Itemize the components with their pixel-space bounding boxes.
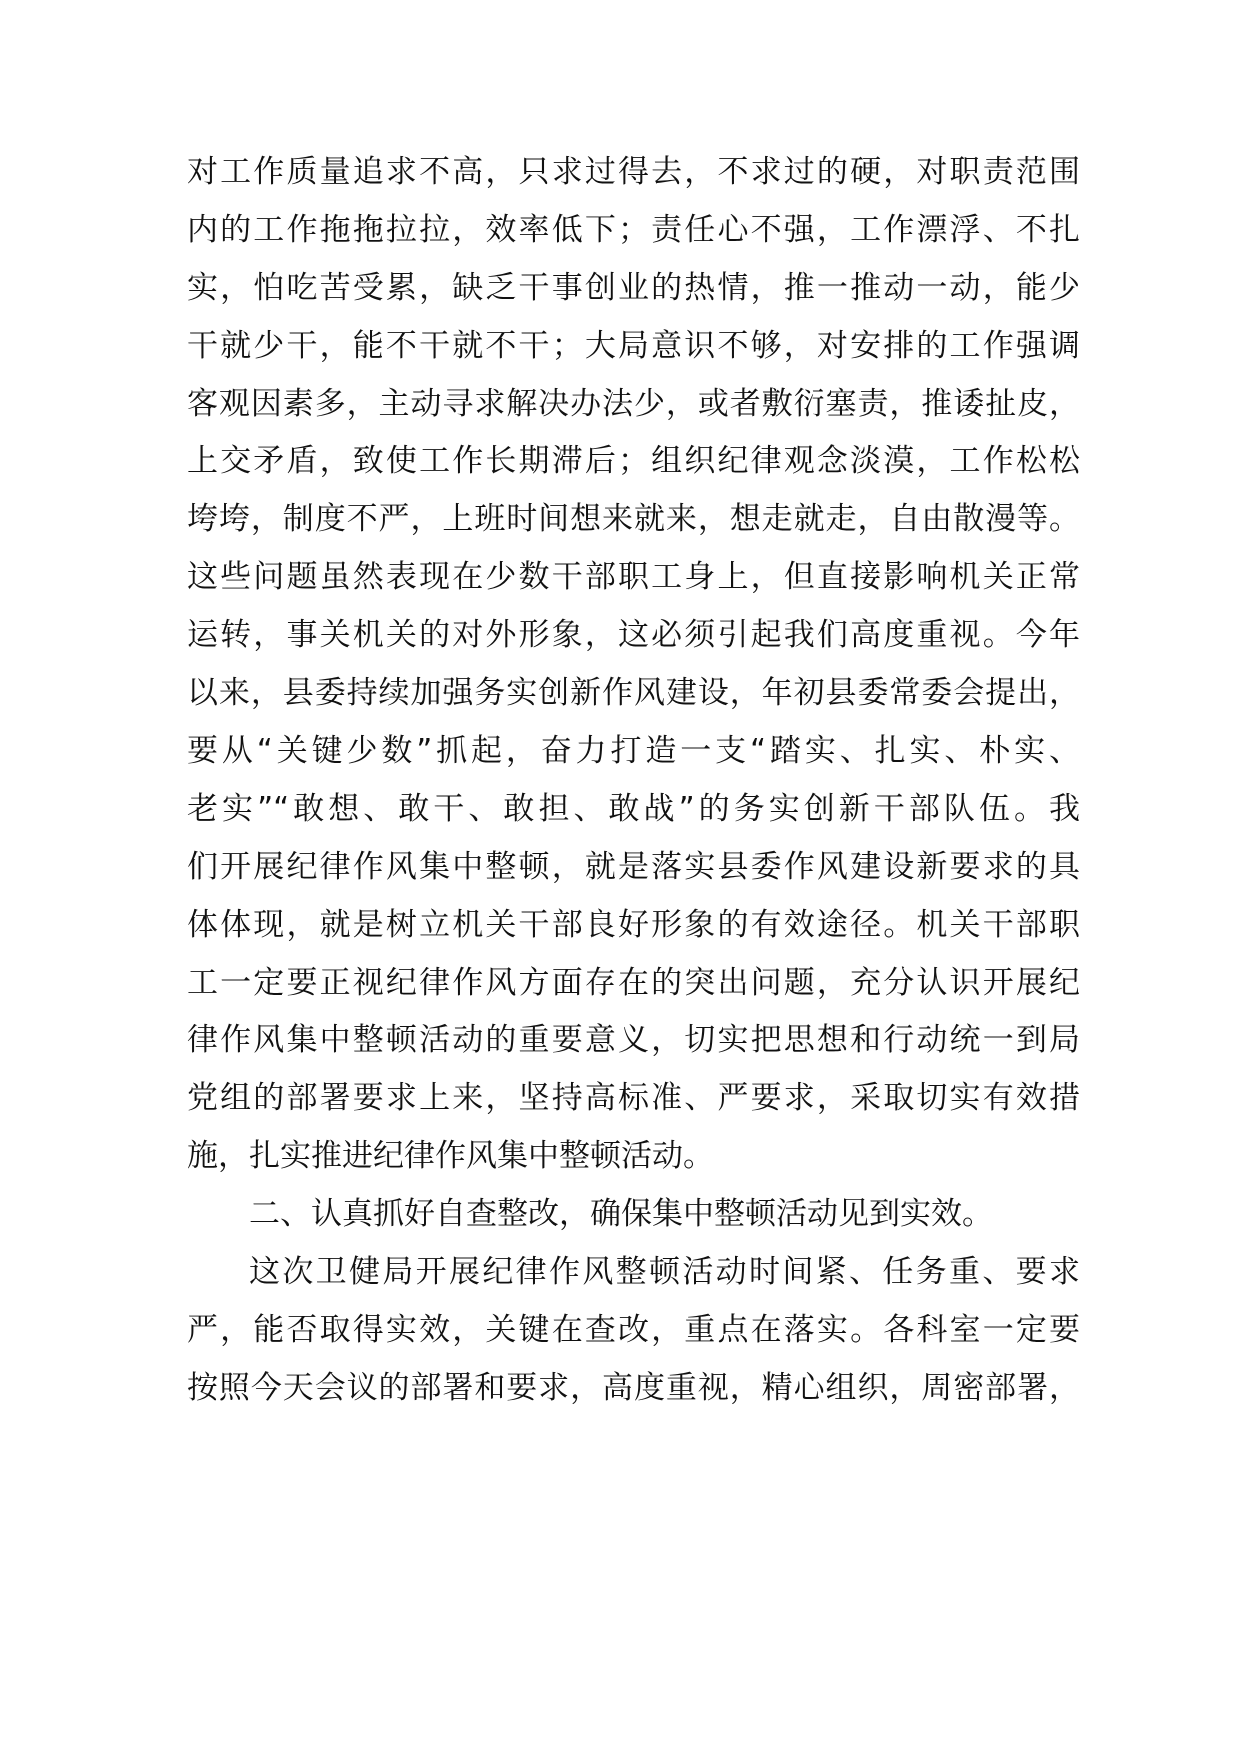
text-line: 内的工作拖拖拉拉，效率低下；责任心不强，工作漂浮、不扎 [187, 212, 1080, 248]
text-line: 这些问题虽然表现在少数干部职工身上，但直接影响机关正常 [187, 559, 1080, 595]
text-line: 老实”“敢想、敢干、敢担、敢战”的务实创新干部队伍。我 [187, 791, 1080, 827]
text-line: 党组的部署要求上来，坚持高标准、严要求，采取切实有效措 [187, 1080, 1080, 1116]
text-line: 们开展纪律作风集中整顿，就是落实县委作风建设新要求的具 [187, 849, 1080, 885]
text-line: 施，扎实推进纪律作风集中整顿活动。 [187, 1138, 714, 1174]
text-line: 运转，事关机关的对外形象，这必须引起我们高度重视。今年 [187, 617, 1080, 653]
text-line: 干就少干，能不干就不干；大局意识不够，对安排的工作强调 [187, 328, 1080, 364]
text-line: 律作风集中整顿活动的重要意义，切实把思想和行动统一到局 [187, 1022, 1080, 1058]
text-line: 要从“关键少数”抓起，奋力打造一支“踏实、扎实、朴实、 [187, 733, 1080, 769]
section-heading: 二、认真抓好自查整改，确保集中整顿活动见到实效。 [249, 1196, 993, 1232]
text-line: 对工作质量追求不高，只求过得去，不求过的硬，对职责范围 [187, 154, 1080, 190]
text-line: 这次卫健局开展纪律作风整顿活动时间紧、任务重、要求 [249, 1254, 1080, 1290]
text-line: 体体现，就是树立机关干部良好形象的有效途径。机关干部职 [187, 907, 1080, 943]
text-line: 垮垮，制度不严，上班时间想来就来，想走就走，自由散漫等。 [187, 501, 1080, 537]
text-line: 客观因素多，主动寻求解决办法少，或者敷衍塞责，推诿扯皮， [187, 386, 1080, 422]
text-line: 以来，县委持续加强务实创新作风建设，年初县委常委会提出， [187, 675, 1080, 711]
text-line: 按照今天会议的部署和要求，高度重视，精心组织，周密部署， [187, 1370, 1080, 1406]
text-line: 上交矛盾，致使工作长期滞后；组织纪律观念淡漠，工作松松 [187, 443, 1080, 479]
text-line: 实，怕吃苦受累，缺乏干事创业的热情，推一推动一动，能少 [187, 270, 1080, 306]
text-line: 工一定要正视纪律作风方面存在的突出问题，充分认识开展纪 [187, 965, 1080, 1001]
text-line: 严，能否取得实效，关键在查改，重点在落实。各科室一定要 [187, 1312, 1080, 1348]
